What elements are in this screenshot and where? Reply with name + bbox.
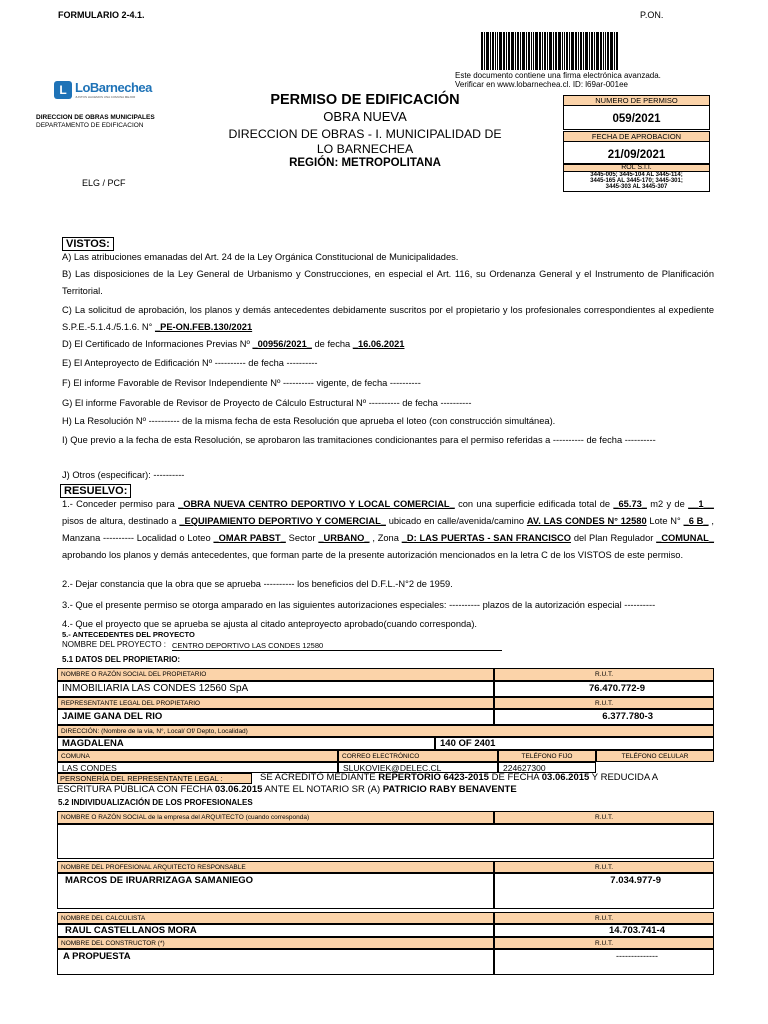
constructor-rut: -------------- xyxy=(494,949,714,975)
resuelvo-1-text-f: Lote N° xyxy=(649,516,681,526)
zone: _D: LAS PUERTAS - SAN FRANCISCO xyxy=(401,533,572,543)
vistos-b: B) Las disposiciones de la Ley General de Urbanismo y Construcciones, en especial el Art. 116, su Ordenanza General y el Instrumento de Planificación Territorial. xyxy=(62,269,714,296)
constructor-label: NOMBRE DEL CONSTRUCTOR (*) xyxy=(57,937,494,949)
architect-name: MARCOS DE IRUARRIZAGA SAMANIEGO xyxy=(57,873,494,909)
destination-use: _EQUIPAMIENTO DEPORTIVO Y COMERCIAL_ xyxy=(179,516,386,526)
personeria-line-2 xyxy=(57,784,517,795)
resuelvo-1-text-g: , Manzana ---------- Localidad o Loteo xyxy=(62,516,714,543)
representative-name: JAIME GANA DEL RIO xyxy=(57,709,494,725)
expediente-number: _PE-ON.FEB.130/2021 xyxy=(154,322,253,332)
mobile-label: TELÉFONO CELULAR xyxy=(596,750,714,762)
sub-department-name: DEPARTAMENTO DE EDIFICACION xyxy=(36,122,144,129)
escritura-date: 03.06.2015 xyxy=(214,784,263,795)
resuelvo-1-text-e: ubicado en calle/avenida/camino xyxy=(388,516,525,526)
calculist-rut: 14.703.741-4 xyxy=(494,924,714,937)
rol-value-line-2: 3445-165 AL 3445-170; 3445-301; xyxy=(590,178,683,185)
issuing-office xyxy=(200,127,530,157)
obra-type: _OBRA NUEVA CENTRO DEPORTIVO Y LOCAL COMERCIAL_ xyxy=(178,499,455,509)
calculist-rut-label: R.U.T. xyxy=(494,912,714,924)
surface-area: _65.73_ xyxy=(613,499,647,509)
resuelvo-1-text-j: del Plan Regulador xyxy=(573,533,654,543)
lot-number: _6 B_ xyxy=(683,516,709,526)
sector: _URBANO_ xyxy=(318,533,370,543)
owner-rut-label: R.U.T. xyxy=(494,668,714,681)
personeria-line-1 xyxy=(260,772,658,783)
architect-label: NOMBRE DEL PROFESIONAL ARQUITECTO RESPONSABLE xyxy=(57,861,494,873)
street-address: AV. LAS CONDES N° 12580 xyxy=(526,516,647,526)
municipality-logo xyxy=(54,80,152,99)
vistos-h: H) La Resolución Nº ---------- de la misma fecha de esta Resolución que aprueba el loteo (con construcción simultánea). xyxy=(62,416,556,426)
repertorio-date: 03.06.2015 xyxy=(541,772,590,783)
address-label: DIRECCIÓN: (Nombre de la vía, N°, Local/ Of/ Depto, Localidad) xyxy=(57,725,714,737)
architect-company-rut-label: R.U.T. xyxy=(494,811,714,824)
rol-label: ROL S.I.I. xyxy=(563,164,710,172)
resuelvo-1-text-a: 1.- Conceder permiso para xyxy=(62,499,175,509)
phone-value: 224627300 xyxy=(503,763,546,773)
pon-label: P.ON. xyxy=(640,10,664,20)
logo-icon: L xyxy=(54,81,72,99)
subdivision-name: _OMAR PABST_ xyxy=(213,533,286,543)
resuelvo-1-text-h: Sector xyxy=(288,533,316,543)
personeria-text-1: SE ACREDITÓ MEDIANTE xyxy=(260,772,376,783)
constructor-name: A PROPUESTA xyxy=(57,949,494,975)
phone-label: TELÉFONO FIJO xyxy=(498,750,596,762)
resuelvo-1-text-d: pisos de altura, destinado a xyxy=(62,516,177,526)
architect-company-label: NOMBRE O RAZÓN SOCIAL de la empresa del ARQUITECTO (cuando corresponda) xyxy=(57,811,494,824)
department-name: DIRECCION DE OBRAS MUNICIPALES xyxy=(36,114,155,121)
representative-rut: 6.377.780-3 xyxy=(494,709,714,725)
personeria-text-6: ESCRITURA PÚBLICA CON FECHA xyxy=(57,784,213,795)
vistos-heading: VISTOS: xyxy=(62,237,114,251)
regulatory-plan: _COMUNAL_ xyxy=(656,533,715,543)
logo-tagline: JUNTOS HACEMOS UNA COMUNA MEJOR xyxy=(75,95,136,99)
page-subtitle: OBRA NUEVA xyxy=(323,109,407,124)
rol-value-line-3: 3445-303 AL 3445-307 xyxy=(605,184,668,191)
architect-rut-label: R.U.T. xyxy=(494,861,714,873)
notary-name: PATRICIO RABY BENAVENTE xyxy=(382,784,517,795)
resuelvo-2: 2.- Dejar constancia que la obra que se aprueba ---------- los beneficios del D.F.L.-N°2 de 1959. xyxy=(62,579,453,589)
issuing-office-line-2: LO BARNECHEA xyxy=(316,142,414,156)
permit-number-label: NUMERO DE PERMISO xyxy=(563,95,710,106)
architect-rut: 7.034.977-9 xyxy=(494,873,714,909)
repertorio: REPERTORIO 6423-2015 xyxy=(378,772,489,783)
approval-date: 21/09/2021 xyxy=(563,142,710,164)
vistos-f: F) El informe Favorable de Revisor Independiente Nº ---------- vigente, de fecha ---------- xyxy=(62,378,421,388)
floor-count: __1__ xyxy=(688,499,714,509)
resuelvo-1-text-i: , Zona xyxy=(372,533,399,543)
personeria-label: PERSONERÍA DEL REPRESENTANTE LEGAL : xyxy=(57,773,252,784)
signature-note: Este documento contiene una firma electrónica avanzada. xyxy=(455,71,661,80)
professionals-heading: 5.2 INDIVIDUALIZACIÓN DE LOS PROFESIONALES xyxy=(58,798,253,807)
resuelvo-1-text-c: m2 y de xyxy=(650,499,685,509)
form-code: FORMULARIO 2-4.1. xyxy=(58,10,145,20)
resuelvo-3: 3.- Que el presente permiso se otorga amparado en las siguientes autorizaciones especiales: ---------- plazos de la autorización especial ---------- xyxy=(62,600,656,610)
certificate-date: _16.06.2021 xyxy=(352,339,405,349)
owner-data-heading: 5.1 DATOS DEL PROPIETARIO: xyxy=(62,655,181,664)
certificate-number: _00956/2021_ xyxy=(252,339,312,349)
vistos-j: J) Otros (especificar): ---------- xyxy=(62,470,185,480)
vistos-d-mid: de fecha xyxy=(314,339,351,349)
email-label: CORREO ELECTRÓNICO xyxy=(338,750,498,762)
vistos-c xyxy=(62,302,714,336)
resuelvo-4: 4.- Que el proyecto que se aprueba se ajusta al citado anteproyecto aprobado(cuando corresponda). xyxy=(62,619,478,629)
comuna: LAS CONDES xyxy=(57,762,338,773)
comuna-label: COMUNA xyxy=(57,750,338,762)
barcode-icon xyxy=(481,32,667,70)
resuelvo-1 xyxy=(62,496,714,564)
personeria-text-3: DE FECHA xyxy=(491,772,540,783)
vistos-a: A) Las atribuciones emanadas del Art. 24 de la Ley Orgánica Constitucional de Municipalidades. xyxy=(62,252,459,262)
vistos-d xyxy=(62,336,714,353)
owner-rut: 76.470.772-9 xyxy=(494,681,714,697)
constructor-rut-label: R.U.T. xyxy=(494,937,714,949)
project-name: CENTRO DEPORTIVO LAS CONDES 12580 xyxy=(172,641,502,651)
architect-company-value xyxy=(57,824,714,859)
resuelvo-heading: RESUELVO: xyxy=(60,484,131,498)
rol-value xyxy=(563,172,710,192)
email: SLUKOVIEK@DELEC.CL xyxy=(338,762,498,773)
calculist-name: RAUL CASTELLANOS MORA xyxy=(57,924,494,937)
verification-note: Verificar en www.lobarnechea.cl. ID: l69ar-001ee xyxy=(455,80,628,89)
address-number: 140 OF 2401 xyxy=(435,737,714,750)
calculist-label: NOMBRE DEL CALCULISTA xyxy=(57,912,494,924)
resuelvo-1-text-b: con una superficie edificada total de xyxy=(458,499,611,509)
personeria-text-8: ANTE EL NOTARIO SR (A) xyxy=(264,784,381,795)
resuelvo-1-text-k: aprobando los planos y demás antecedentes, que forman parte de la presente autorización mencionados en la letra C de los VISTOS de este permiso. xyxy=(62,550,684,560)
region: REGIÓN: METROPOLITANA xyxy=(289,157,441,169)
permit-number: 059/2021 xyxy=(563,106,710,130)
vistos-i: I) Que previo a la fecha de esta Resolución, se aprobaron las tramitaciones condicionantes para el permiso referidas a ---------- de fecha ---------- xyxy=(62,435,656,445)
owner-name: INMOBILIARIA LAS CONDES 12560 SpA xyxy=(57,681,494,697)
page-title: PERMISO DE EDIFICACIÓN xyxy=(270,92,460,108)
approval-date-label: FECHA DE APROBACION xyxy=(563,131,710,142)
representative-rut-label: R.U.T. xyxy=(494,697,714,709)
vistos-d-text: D) El Certificado de Informaciones Previas Nº xyxy=(62,339,250,349)
issuing-office-line-1: DIRECCION DE OBRAS - I. MUNICIPALIDAD DE xyxy=(228,127,502,141)
personeria-text-5: Y REDUCIDA A xyxy=(591,772,659,783)
vistos-e: E) El Anteproyecto de Edificación Nº ---------- de fecha ---------- xyxy=(62,358,318,368)
antecedentes-heading: 5.- ANTECEDENTES DEL PROYECTO xyxy=(62,630,195,639)
logo-text: LoBarnechea xyxy=(75,80,152,95)
owner-name-label: NOMBRE O RAZÓN SOCIAL DEL PROPIETARIO xyxy=(57,668,494,681)
representative-label: REPRESENTANTE LEGAL DEL PROPIETARIO xyxy=(57,697,494,709)
rol-value-line-1: 3445-005; 3445-104 AL 3445-114; xyxy=(590,172,683,178)
project-name-label: NOMBRE DEL PROYECTO : xyxy=(62,640,167,649)
initials: ELG / PCF xyxy=(82,178,126,188)
address-street: MAGDALENA xyxy=(57,737,435,750)
vistos-g: G) El informe Favorable de Revisor de Proyecto de Cálculo Estructural Nº ---------- de fecha ---------- xyxy=(62,398,472,408)
vistos-c-text: C) La solicitud de aprobación, los planos y demás antecedentes debidamente suscritos por el propietario y los profesionales correspondientes al expediente S.P.E.-5.1.4./5.1.6. N° xyxy=(62,305,714,332)
